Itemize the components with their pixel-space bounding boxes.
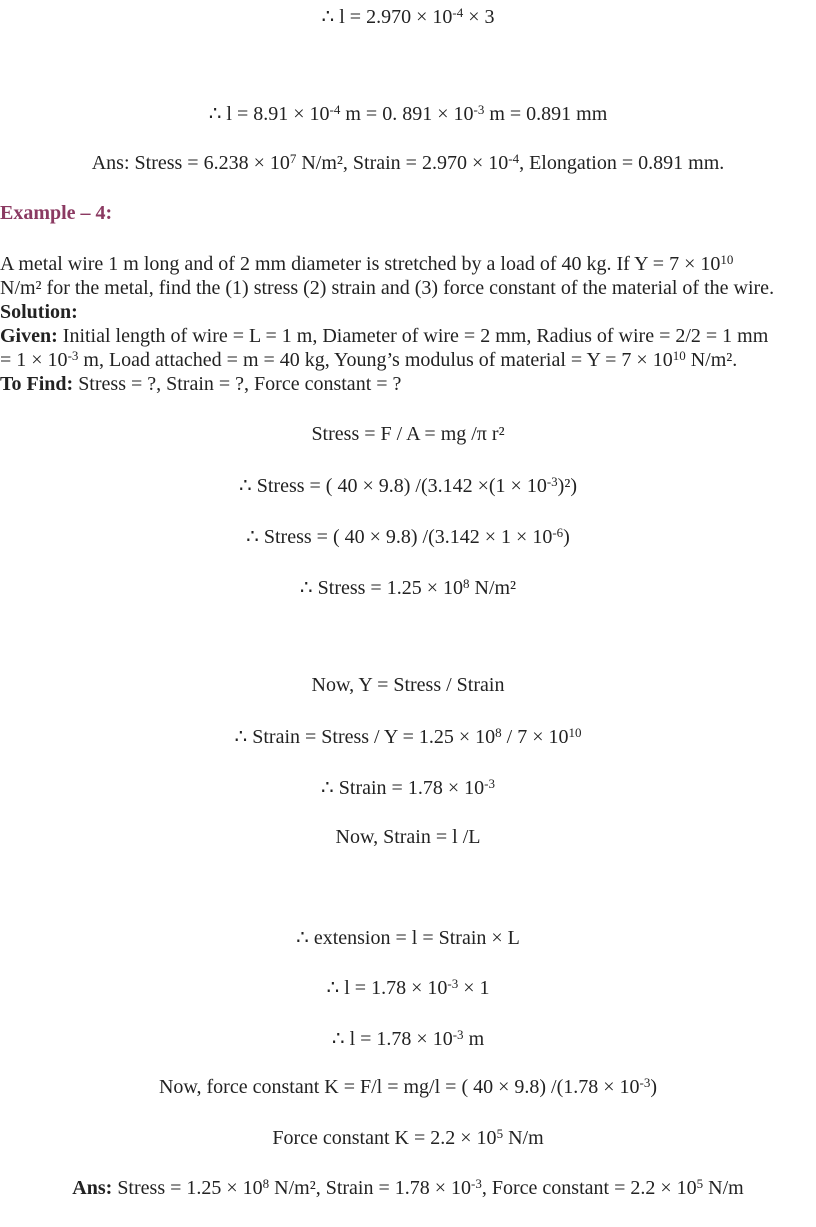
prev-answer: Ans: Stress = $6.238 \times 10^7$ N/m², Strain = $2.970 \times 10^{-4}$, Elongation = 0.891 mm. (91, 151, 725, 174)
prev-equation-1: ∴ $l = 2.970 \times 10^{-4} \times 3$ (321, 5, 495, 28)
equation-force-constant: Now, force constant K = F/l = mg/l = ( 40 × 9.8) $/(1.78 \times 10^{-3})$ (158, 1075, 658, 1098)
equation-extension-result: ∴ $l = 1.78 \times 10^{-3}$ m (331, 1027, 485, 1050)
equation-extension: ∴ extension = l = Strain × L (296, 927, 520, 949)
given-line-1: Given: Initial length of wire = L = 1 m, Diameter of wire = 2 mm, Radius of wire = 2/2 = 1 mm (0, 325, 769, 347)
equation-extension-substitution: ∴ $l = 1.78 \times 10^{-3} \times 1$ (326, 976, 490, 999)
equation-strain-substitution: ∴ Strain = Stress / $Y = 1.25 \times 10^8 / 7 \times 10^{10}$ (234, 725, 582, 748)
example-heading: Example – 4: (0, 202, 113, 224)
equation-strain-definition: Now, Strain = l /L (335, 826, 481, 848)
to-find-line: To Find: Stress = ?, Strain = ?, Force constant = ? (0, 373, 402, 395)
solution-label: Solution: (0, 301, 78, 323)
equation-strain-result: ∴ Strain = $1.78 \times 10^{-3}$ (321, 776, 495, 799)
equation-stress-simplified: ∴ Stress = ( 40 × 9.8) $/(3.142 \times 1 \times 10^{-6})$ (246, 525, 570, 548)
final-answer: Ans: Stress = $1.25 \times 10^8$ N/m², Strain = $1.78 \times 10^{-3}$, Force constant = $2.2 \times 10^5$ N/m (72, 1176, 744, 1199)
equation-young-modulus: Now, Y = Stress / Strain (311, 674, 505, 696)
equation-stress-substitution: ∴ Stress = ( 40 × 9.8) $/(3.142 \times(1 \times 10^{-3})^2)$ (239, 474, 577, 497)
answer-label: Ans: (72, 1177, 113, 1199)
problem-line-2: N/m² for the metal, find the (1) stress (2) strain and (3) force constant of the material of the wire. (0, 277, 775, 299)
equation-stress-result: ∴ Stress = $1.25 \times 10^8$ N/m² (299, 576, 517, 599)
equation-force-constant-result: Force constant $K = 2.2 \times 10^5$ N/m (272, 1126, 544, 1149)
prev-equation-2: ∴ $l = 8.91 \times 10^{-4}$ m = 0. $891 \times 10^{-3}$ m = 0.891 mm (208, 102, 608, 125)
given-line-2: = $1 \times 10^{-3}$ m, Load attached = m = 40 kg, Young’s modulus of material = $Y = 7 \times 10^{10}$ N/m². (0, 348, 738, 371)
equation-stress-formula: Stress = F / A = mg /π r² (311, 423, 505, 445)
to-find-label: To Find: (0, 373, 74, 395)
given-label: Given: (0, 325, 58, 347)
problem-line-1: A metal wire 1 m long and of 2 mm diameter is stretched by a load of 40 kg. If $Y = 7 \times 10^{10}$ (0, 252, 734, 275)
